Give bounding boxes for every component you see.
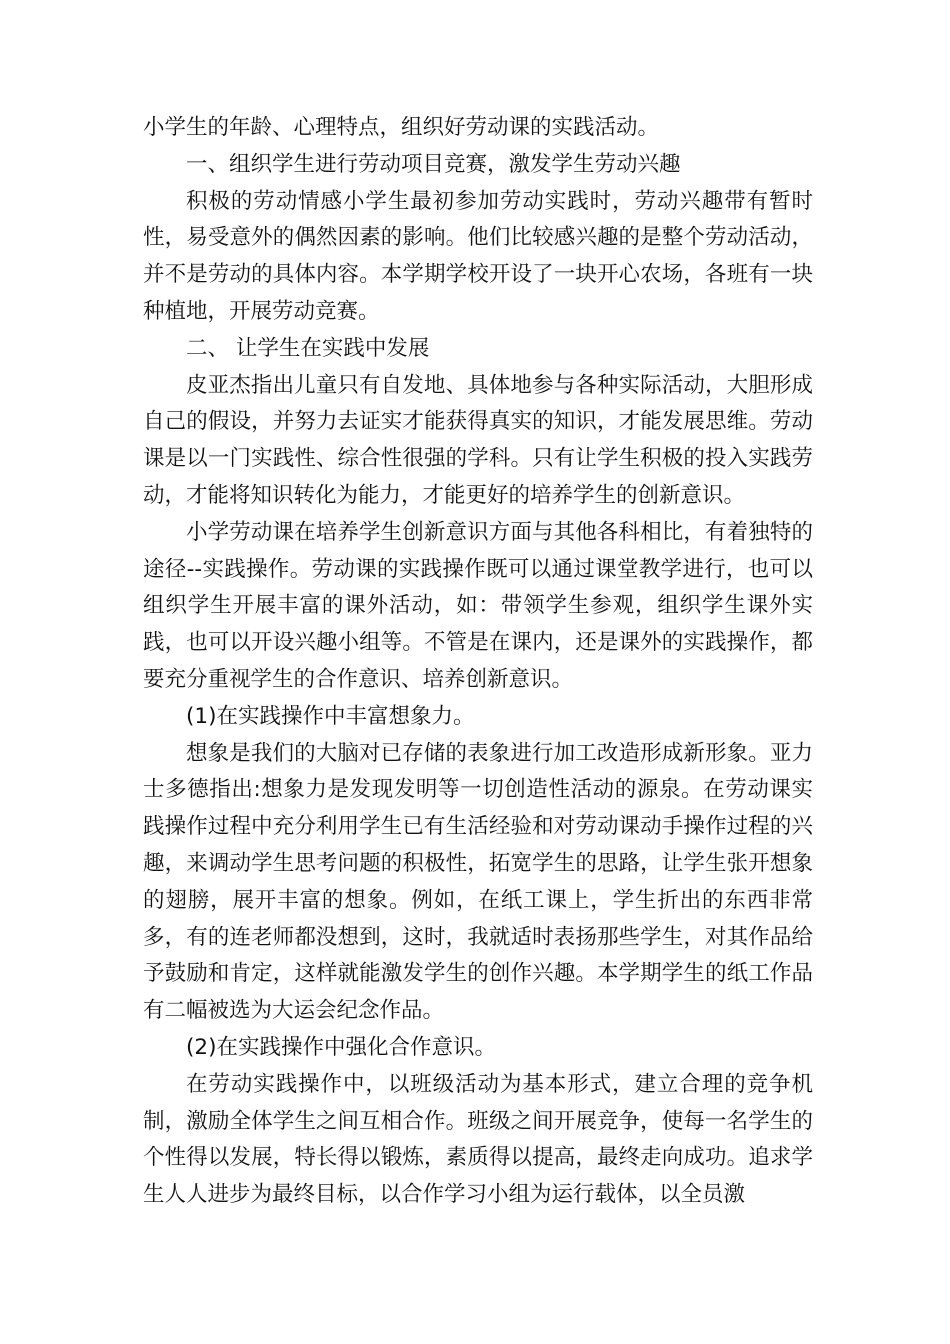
section-heading-1: 一、组织学生进行劳动项目竞赛，激发学生劳动兴趣 <box>186 151 681 177</box>
subheading-1: (1)在实践操作中丰富想象力。 <box>186 703 475 729</box>
paragraph: 想象是我们的大脑对已存储的表象进行加工改造形成新形象。亚力士多德指出:想象力是发现发明等一切创造性活动的源泉。在劳动课实践操作过程中充分利用学生已有生活经验和对劳动课动手操作过程的兴趣，来调动学生思考问题的积极性，拓宽学生的思路，让学生张开想象的翅膀，展开丰富的想象。例如，在纸工课上，学生折出的东西非常多，有的连老师都没想到，这时，我就适时表扬那些学生，对其作品给予鼓励和肯定，这样就能激发学生的创作兴趣。本学期学生的纸工作品有二幅被选为大运会纪念作品。 <box>143 740 813 1024</box>
paragraph: 小学劳动课在培养学生创新意识方面与其他各科相比，有着独特的途径--实践操作。劳动课的实践操作既可以通过课堂教学进行，也可以组织学生开展丰富的课外活动，如：带领学生参观，组织学生课外实践，也可以开设兴趣小组等。不管是在课内，还是课外的实践操作，都要充分重视学生的合作意识、培养创新意识。 <box>143 519 813 692</box>
paragraph: 在劳动实践操作中，以班级活动为基本形式，建立合理的竞争机制，激励全体学生之间互相合作。班级之间开展竞争，使每一名学生的个性得以发展，特长得以锻炼，素质得以提高，最终走向成功。追求学生人人进步为最终目标，以合作学习小组为运行载体，以全员激 <box>143 1071 813 1208</box>
section-heading-2: 二、 让学生在实践中发展 <box>186 335 430 361</box>
document-page <box>143 110 813 1214</box>
paragraph: 皮亚杰指出儿童只有自发地、具体地参与各种实际活动，大胆形成自己的假设，并努力去证实才能获得真实的知识，才能发展思维。劳动课是以一门实践性、综合性很强的学科。只有让学生积极的投入实践劳动，才能将知识转化为能力，才能更好的培养学生的创新意识。 <box>143 372 813 508</box>
paragraph: 积极的劳动情感小学生最初参加劳动实践时，劳动兴趣带有暂时性，易受意外的偶然因素的影响。他们比较感兴趣的是整个劳动活动，并不是劳动的具体内容。本学期学校开设了一块开心农场，各班有一块种植地，开展劳动竞赛。 <box>143 188 813 324</box>
subheading-2: (2)在实践操作中强化合作意识。 <box>186 1034 496 1060</box>
paragraph-continuation: 小学生的年龄、心理特点，组织好劳动课的实践活动。 <box>143 115 660 140</box>
